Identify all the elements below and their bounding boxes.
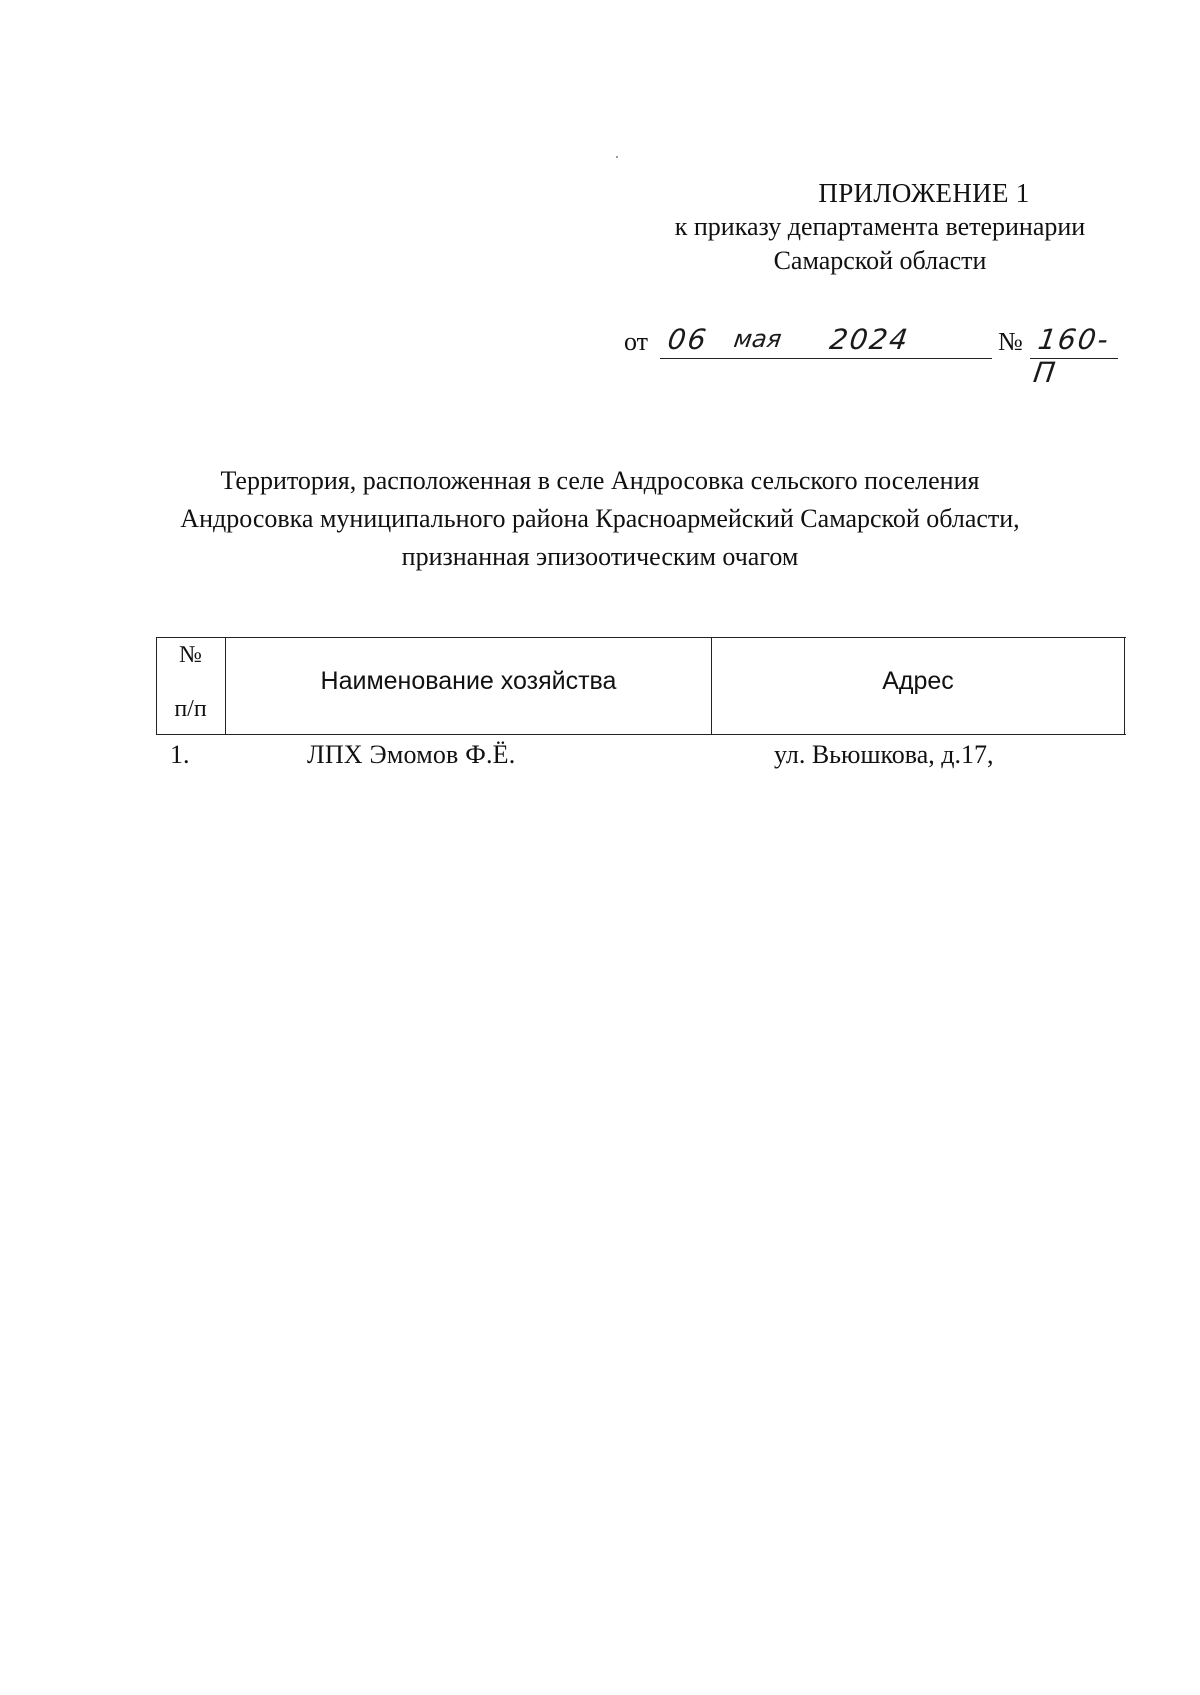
farms-table-header [156, 637, 1126, 735]
scan-speck [616, 156, 618, 158]
appendix-line-2: Самарской области [773, 246, 987, 275]
appendix-title: ПРИЛОЖЕНИЕ 1 [818, 178, 1030, 208]
handwritten-year: 2024 [827, 323, 912, 356]
header-number-pp: п/п [174, 696, 207, 722]
table-row [0, 740, 1200, 780]
appendix-header [640, 176, 1120, 278]
table-border-right [1124, 638, 1125, 734]
heading-line-2: Андросовка муниципального района Красноармейский Самарской области, [180, 504, 1020, 533]
date-underline [660, 358, 992, 359]
handwritten-month: мая [732, 325, 784, 353]
order-date-line [624, 323, 1124, 389]
appendix-line-1: к приказу департамента ветеринарии [674, 212, 1086, 241]
heading-line-3: признанная эпизоотическим очагом [401, 542, 799, 571]
number-label: № [998, 327, 1023, 356]
document-heading [80, 462, 1120, 576]
handwritten-order-number: 160-П [1031, 323, 1113, 389]
from-label: от [624, 327, 649, 356]
header-address: Адрес [882, 667, 954, 695]
header-number [156, 638, 225, 734]
header-number-sign: № [179, 642, 202, 668]
row-address: ул. Вьюшкова, д.17, [774, 740, 994, 769]
row-number: 1. [170, 740, 190, 769]
handwritten-day: 06 [665, 323, 710, 356]
heading-line-1: Территория, расположенная в селе Андросовка сельского поселения [220, 466, 980, 495]
row-farm-name: ЛПХ Эмомов Ф.Ё. [307, 740, 516, 769]
header-farm-name: Наименование хозяйства [320, 667, 617, 695]
